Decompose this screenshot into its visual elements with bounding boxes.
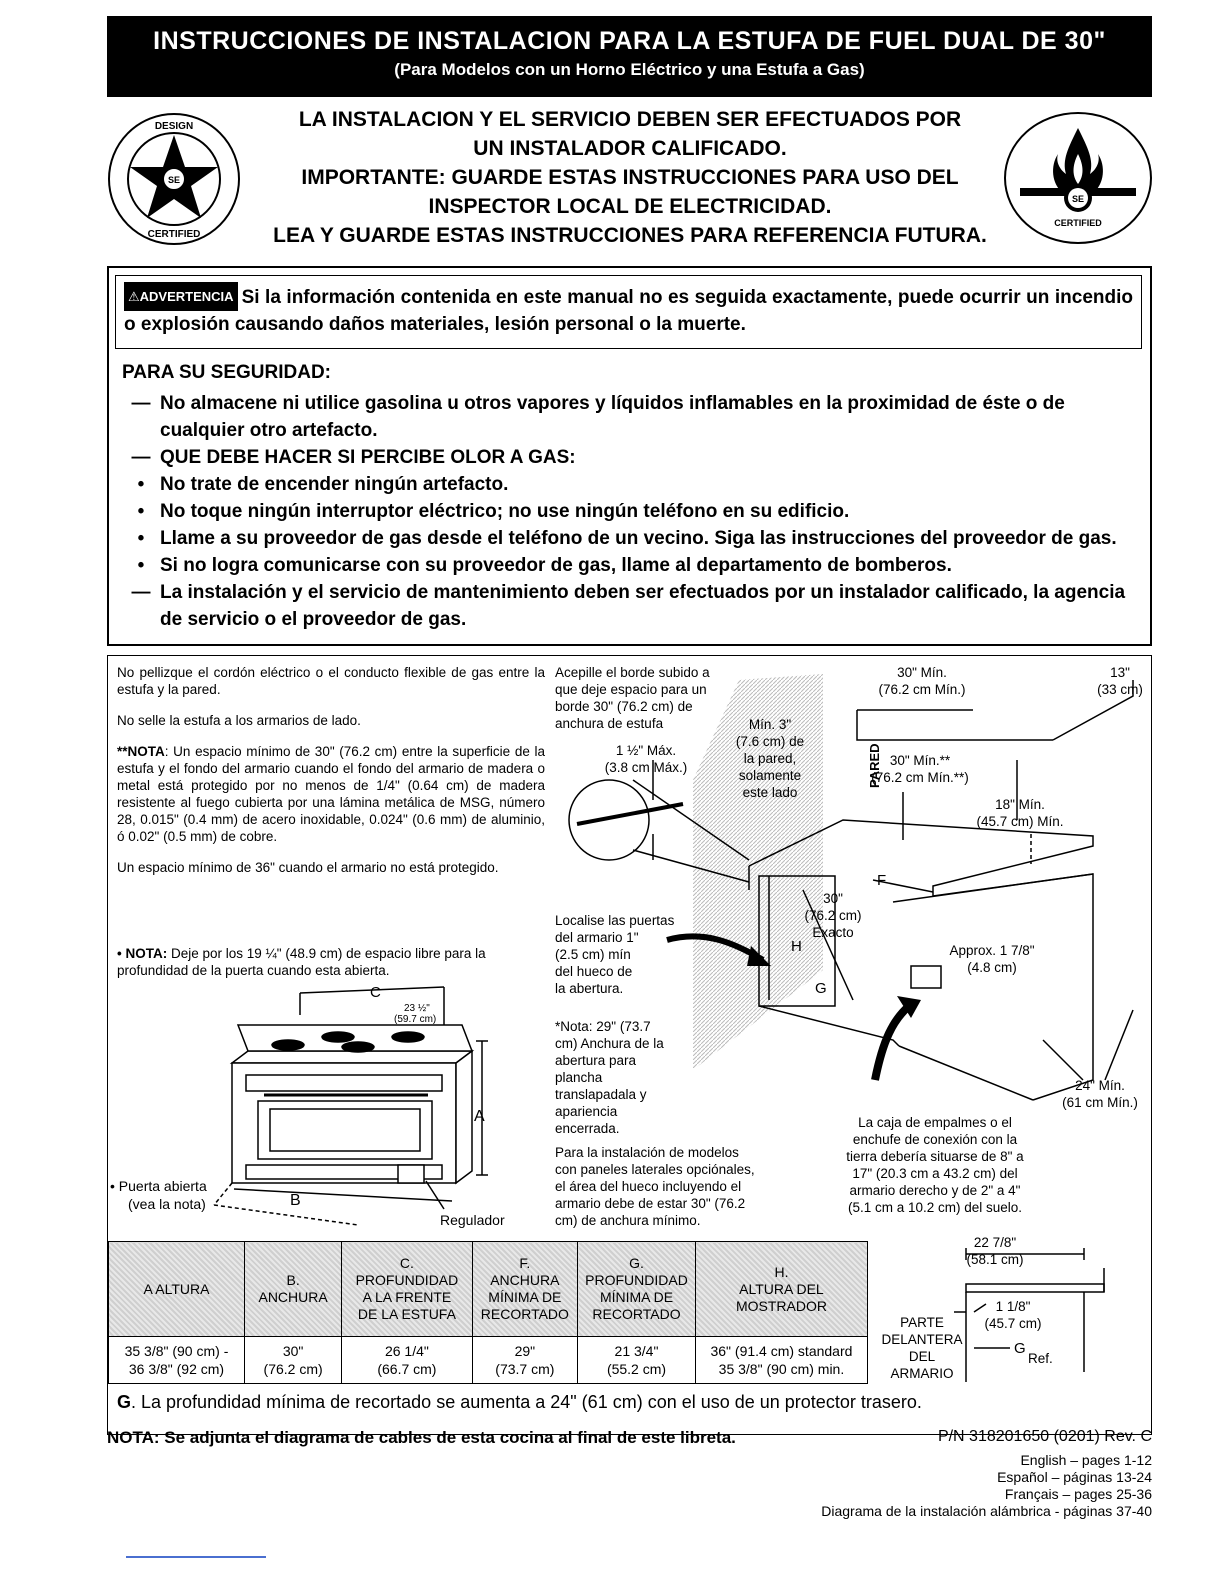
page-title: INSTRUCCIONES DE INSTALACION PARA LA ESTUFA DE FUEL DUAL DE 30" xyxy=(153,27,1106,55)
dim-30-min xyxy=(862,664,982,698)
opening-note-line: abertura para xyxy=(555,1053,637,1068)
g-note-letter: G xyxy=(117,1392,132,1412)
note-paragraph: Un espacio mínimo de 36" cuando el armario no está protegido. xyxy=(117,860,499,875)
junction-line: enchufe de conexión con la xyxy=(852,1132,1018,1147)
header-line: PROFUNDIDAD xyxy=(585,1272,688,1288)
panel-note-line: Para la instalación de modelos xyxy=(555,1145,739,1160)
note-paragraph xyxy=(117,743,545,845)
dim-13 xyxy=(1090,664,1150,698)
header-line: PROFUNDIDAD xyxy=(355,1272,459,1288)
safety-item-text: No almacene ni utilice gasolina u otros vapores y líquidos inflamables en la proximidad de éste o de cualquier otro artefacto. xyxy=(160,393,1065,441)
door-note-line: del hueco de xyxy=(555,964,633,979)
safety-item-text: No toque ningún interruptor eléctrico; no use ningún teléfono en su edificio. xyxy=(160,501,850,522)
front-dim-line: (58.1 cm) xyxy=(966,1252,1024,1267)
door-open-label: • Puerta abierta xyxy=(110,1178,207,1194)
design-certified-seal xyxy=(108,113,240,245)
wiring-note: NOTA: Se adjunta el diagrama de cables de esta cocina al final de este libreta. xyxy=(107,1428,736,1447)
header-letter: A xyxy=(143,1280,153,1297)
header-letter: B. xyxy=(286,1272,300,1288)
note-paragraph: No selle la estufa a los armarios de lado. xyxy=(117,713,361,728)
safety-item-text: Llame a su proveedor de gas desde el teléfono de un vecino. Siga las instrucciones del proveedor de gas. xyxy=(160,528,1117,549)
intro-line: LA INSTALACION Y EL SERVICIO DEBEN SER EFECTUADOS POR xyxy=(298,108,962,131)
header-line: RECORTADO xyxy=(592,1306,681,1322)
note-label: **NOTA xyxy=(117,744,165,759)
safety-item xyxy=(122,390,1147,444)
intro-line: LEA Y GUARDE ESTAS INSTRUCCIONES PARA REFERENCIA FUTURA. xyxy=(273,224,987,247)
header-line: ALTURA DEL xyxy=(739,1280,824,1297)
door-open-note: (vea la nota) xyxy=(128,1196,206,1212)
dim-line: (76.2 cm Mín.**) xyxy=(871,770,969,785)
language-line: Français – pages 25-36 xyxy=(1004,1486,1152,1502)
dim-c-value: 23 ½" xyxy=(404,1003,430,1014)
intro-line: UN INSTALADOR CALIFICADO. xyxy=(473,137,787,160)
junction-line: (5.1 cm a 10.2 cm) del suelo. xyxy=(847,1200,1023,1215)
language-line: Diagrama de la instalación alámbrica - páginas 37-40 xyxy=(821,1503,1152,1519)
front-dim-line: 1 1/8" xyxy=(995,1299,1031,1314)
safety-item-text: No trate de encender ningún artefacto. xyxy=(160,474,509,495)
front-label-line: PARTE xyxy=(900,1315,944,1330)
left-notes xyxy=(117,664,545,890)
safety-item xyxy=(122,525,1147,552)
safety-item-mark: • xyxy=(137,555,145,576)
dimensions-table xyxy=(108,1241,868,1384)
safety-item-text: Si no logra comunicarse con su proveedor de gas, llame al departamento de bomberos. xyxy=(160,555,952,576)
header-line: ALTURA xyxy=(155,1280,210,1297)
header-letter: H. xyxy=(774,1263,789,1280)
brush-line: borde 30" (76.2 cm) de xyxy=(555,699,693,714)
brush-line: anchura de estufa xyxy=(555,716,664,731)
safety-item-mark: — xyxy=(131,582,151,603)
front-label-line: ARMARIO xyxy=(890,1366,954,1381)
warning-box xyxy=(115,275,1142,349)
table-header xyxy=(342,1242,472,1337)
max-line: 1 ½" Máx. xyxy=(615,743,677,758)
dim-line: 18" Mín. xyxy=(995,797,1045,812)
opening-note-line: encerrada. xyxy=(555,1121,620,1136)
page-divider xyxy=(126,1556,266,1558)
language-line: Español – páginas 13-24 xyxy=(997,1469,1152,1485)
cell-line: 30" xyxy=(282,1343,304,1359)
cell-line: 21 3/4" xyxy=(614,1343,659,1359)
flame-seal-icon xyxy=(1006,114,1150,242)
safety-item xyxy=(122,471,1147,498)
max-line: (3.8 cm Máx.) xyxy=(604,760,688,775)
seal-left-top-text: DESIGN xyxy=(154,121,194,132)
table-header xyxy=(695,1242,867,1337)
side-panel-note xyxy=(555,1144,800,1229)
dim-line: 30" Mín.** xyxy=(889,753,951,768)
door-note-label: • NOTA: xyxy=(117,946,168,961)
star-seal-icon xyxy=(110,115,238,243)
language-line: English – pages 1-12 xyxy=(1020,1452,1152,1468)
dim-line: (61 cm Mín.) xyxy=(1062,1095,1138,1110)
header-letter: G. xyxy=(629,1255,644,1271)
table-header xyxy=(472,1242,578,1337)
front-width xyxy=(930,1234,1060,1268)
cell-line: (66.7 cm) xyxy=(377,1361,437,1377)
header-line: ANCHURA xyxy=(258,1289,328,1305)
opening-width-note xyxy=(555,1018,695,1137)
junction-box-note xyxy=(820,1114,1050,1216)
table-cell xyxy=(109,1337,245,1384)
cell-line: 35 3/8" (90 cm) min. xyxy=(718,1361,845,1377)
cell-line: 36 3/8" (92 cm) xyxy=(128,1361,225,1377)
warning-badge: ⚠ADVERTENCIA xyxy=(124,282,238,311)
header-line: ANCHURA xyxy=(490,1272,560,1288)
brush-line: que deje espacio para un xyxy=(555,682,707,697)
table-header xyxy=(578,1242,696,1337)
dim-30-exact xyxy=(798,890,868,941)
junction-line: tierra debería situarse de 8" a xyxy=(846,1149,1024,1164)
seal-right-center-text: SE xyxy=(1071,194,1085,204)
header-letter: F. xyxy=(519,1255,531,1271)
front-g-label: G xyxy=(1014,1340,1026,1357)
safety-item xyxy=(122,552,1147,579)
panel-note-line: armario debe de estar 30" (76.2 xyxy=(555,1196,746,1211)
dim-line: (4.8 cm) xyxy=(967,960,1017,975)
seal-right-bottom-text: CERTIFIED xyxy=(1054,218,1102,228)
dim-f-label: F xyxy=(877,872,887,889)
panel-note-line: cm) de anchura mínimo. xyxy=(555,1213,701,1228)
wall-clearance-line: la pared, xyxy=(743,751,797,766)
range-diagram xyxy=(108,975,548,1235)
dim-30-min-protected xyxy=(850,752,990,786)
junction-line: La caja de empalmes o el xyxy=(858,1115,1012,1130)
cell-line: (76.2 cm) xyxy=(263,1361,323,1377)
dim-line: (45.7 cm) Mín. xyxy=(976,814,1064,829)
cabinet-door-note xyxy=(555,912,705,997)
wall-clearance-note xyxy=(718,716,822,801)
safety-section xyxy=(122,362,1147,633)
front-ref-label: Ref. xyxy=(1028,1351,1053,1366)
safety-item-mark: — xyxy=(131,393,151,414)
dim-a-label: A xyxy=(474,1108,485,1125)
header-line: A LA FRENTE xyxy=(362,1289,452,1305)
dim-line: Exacto xyxy=(812,925,854,940)
header-line: MOSTRADOR xyxy=(735,1297,827,1314)
header-letter: C. xyxy=(399,1255,414,1271)
page-header xyxy=(107,16,1152,97)
table-cell xyxy=(472,1337,578,1384)
cell-line: 29" xyxy=(514,1343,536,1359)
cell-line: (55.2 cm) xyxy=(606,1361,667,1377)
dim-line: 24" Mín. xyxy=(1075,1078,1125,1093)
header-line: RECORTADO xyxy=(480,1306,569,1322)
arrow-icon xyxy=(875,1006,909,1080)
safety-item xyxy=(122,498,1147,525)
dim-g-label: G xyxy=(815,980,827,997)
dim-line: (76.2 cm) xyxy=(804,908,862,923)
front-dim-line: 22 7/8" xyxy=(973,1235,1017,1250)
page-subtitle: (Para Modelos con un Horno Eléctrico y una Estufa a Gas) xyxy=(394,60,865,79)
g-note-text: . La profundidad mínima de recortado se aumenta a 24" (61 cm) con el uso de un protector trasero. xyxy=(131,1392,922,1412)
safety-item-mark: • xyxy=(137,474,145,495)
front-dim-line: (45.7 cm) xyxy=(984,1316,1042,1331)
dim-line: 13" xyxy=(1110,665,1130,680)
front-edge xyxy=(978,1298,1048,1332)
opening-note-line: apariencia xyxy=(555,1104,618,1119)
table-cell xyxy=(244,1337,341,1384)
door-note-line: del armario 1" xyxy=(555,930,639,945)
intro-line: INSPECTOR LOCAL DE ELECTRICIDAD. xyxy=(428,195,832,218)
safety-item-mark: • xyxy=(137,501,145,522)
opening-note-line: cm) Anchura de la xyxy=(555,1036,664,1051)
dim-18-min xyxy=(960,796,1080,830)
dim-b-label: B xyxy=(290,1192,301,1209)
front-label-line: DELANTERA xyxy=(881,1332,963,1347)
junction-line: 17" (20.3 cm a 43.2 cm) del xyxy=(852,1166,1018,1181)
gas-certified-seal xyxy=(1004,112,1152,244)
junction-line: armario derecho y de 2" a 4" xyxy=(849,1183,1021,1198)
language-index xyxy=(760,1452,1152,1520)
opening-note-line: *Nota: 29" (73.7 xyxy=(555,1019,651,1034)
safety-item xyxy=(122,579,1147,633)
table-row xyxy=(109,1337,868,1384)
wall-clearance-line: este lado xyxy=(742,785,798,800)
wall-clearance-line: Mín. 3" xyxy=(748,717,792,732)
part-number: P/N 318201650 (0201) Rev. C xyxy=(937,1428,1152,1445)
panel-note-line: con paneles laterales opciónales, xyxy=(555,1162,755,1177)
cell-line: 36" (91.4 cm) standard xyxy=(710,1343,853,1359)
header-line: MÍNIMA DE xyxy=(488,1289,562,1305)
door-note-text: Deje por los 19 ¼" (48.9 cm) de espacio libre para la profundidad de la puerta cuando esta abierta. xyxy=(117,946,486,978)
warning-badge-label: ADVERTENCIA xyxy=(139,289,234,304)
door-note-line: (2.5 cm) mín xyxy=(555,947,631,962)
dim-line: 30" xyxy=(823,891,843,906)
door-note-line: Localise las puertas xyxy=(555,913,675,928)
dim-line: Approx. 1 7/8" xyxy=(949,943,1035,958)
front-label-line: DEL xyxy=(908,1349,936,1364)
header-line: DE LA ESTUFA xyxy=(357,1306,456,1322)
table-header xyxy=(244,1242,341,1337)
dim-h-label: H xyxy=(791,938,802,955)
safety-heading: PARA SU SEGURIDAD: xyxy=(122,362,332,383)
door-note xyxy=(117,945,517,979)
seal-left-center-text: SE xyxy=(167,175,181,185)
regulator-label: Regulador xyxy=(440,1212,505,1228)
dim-approx xyxy=(932,942,1052,976)
dim-line: 30" Mín. xyxy=(897,665,947,680)
opening-note-line: plancha xyxy=(555,1070,603,1085)
installer-intro xyxy=(245,105,1015,250)
panel-note-line: el área del hueco incluyendo el xyxy=(555,1179,742,1194)
opening-note-line: translapadala y xyxy=(555,1087,647,1102)
dim-24-min xyxy=(1052,1077,1148,1111)
cell-line: (73.7 cm) xyxy=(495,1361,555,1377)
warning-text: Si la información contenida en este manual no es seguida exactamente, puede ocurrir un incendio o explosión causando daños materiales, lesión personal o la muerte. xyxy=(124,287,1133,335)
table-header xyxy=(109,1242,245,1337)
dim-c-value-cm: (59.7 cm) xyxy=(394,1014,437,1025)
cell-line: 26 1/4" xyxy=(384,1343,429,1359)
safety-item-mark: • xyxy=(137,528,145,549)
g-note xyxy=(117,1392,1137,1413)
door-note-line: la abertura. xyxy=(555,981,624,996)
safety-item-text: La instalación y el servicio de mantenimiento deben ser efectuados por un instalador calificado, la agencia de servicio o el proveedor de gas. xyxy=(160,582,1126,630)
note-paragraph: No pellizque el cordón eléctrico o el conducto flexible de gas entre la estufa y la pared. xyxy=(117,665,545,697)
header-line: MÍNIMA DE xyxy=(599,1289,674,1305)
safety-item xyxy=(122,444,1147,471)
dim-c-label: C xyxy=(370,984,381,1001)
intro-line: IMPORTANTE: GUARDE ESTAS INSTRUCCIONES PARA USO DEL xyxy=(301,166,959,189)
brush-line: Acepille el borde subido a xyxy=(555,665,710,680)
note-text: : Un espacio mínimo de 30" (76.2 cm) entre la superficie de la estufa y el fondo del armario cuando el fondo del armario de madera o metal está protegido por no menos de 1/4" (0.64 cm) de madera resistente al fuego cubierta por una lámina metálica de MSG, número 28, 0.015" (0.4 mm) de acero inoxidable, 0.024" (0.6 mm) de aluminio, ó 0.02" (0.5 mm) de cobre. xyxy=(117,744,545,844)
table-cell xyxy=(578,1337,696,1384)
cabinet-front-label xyxy=(872,1314,972,1382)
table-cell xyxy=(342,1337,472,1384)
wall-clearance-line: (7.6 cm) de xyxy=(735,734,805,749)
dim-line: (33 cm) xyxy=(1097,682,1143,697)
cell-line: 35 3/8" (90 cm) - xyxy=(124,1343,229,1359)
wall-label: PARED xyxy=(867,743,882,788)
dim-line: (76.2 cm Mín.) xyxy=(878,682,966,697)
safety-item-text: QUE DEBE HACER SI PERCIBE OLOR A GAS: xyxy=(160,447,576,468)
seal-left-bottom-text: CERTIFIED xyxy=(147,229,201,240)
wall-clearance-line: solamente xyxy=(738,768,802,783)
table-cell xyxy=(695,1337,867,1384)
safety-item-mark: — xyxy=(131,447,151,468)
